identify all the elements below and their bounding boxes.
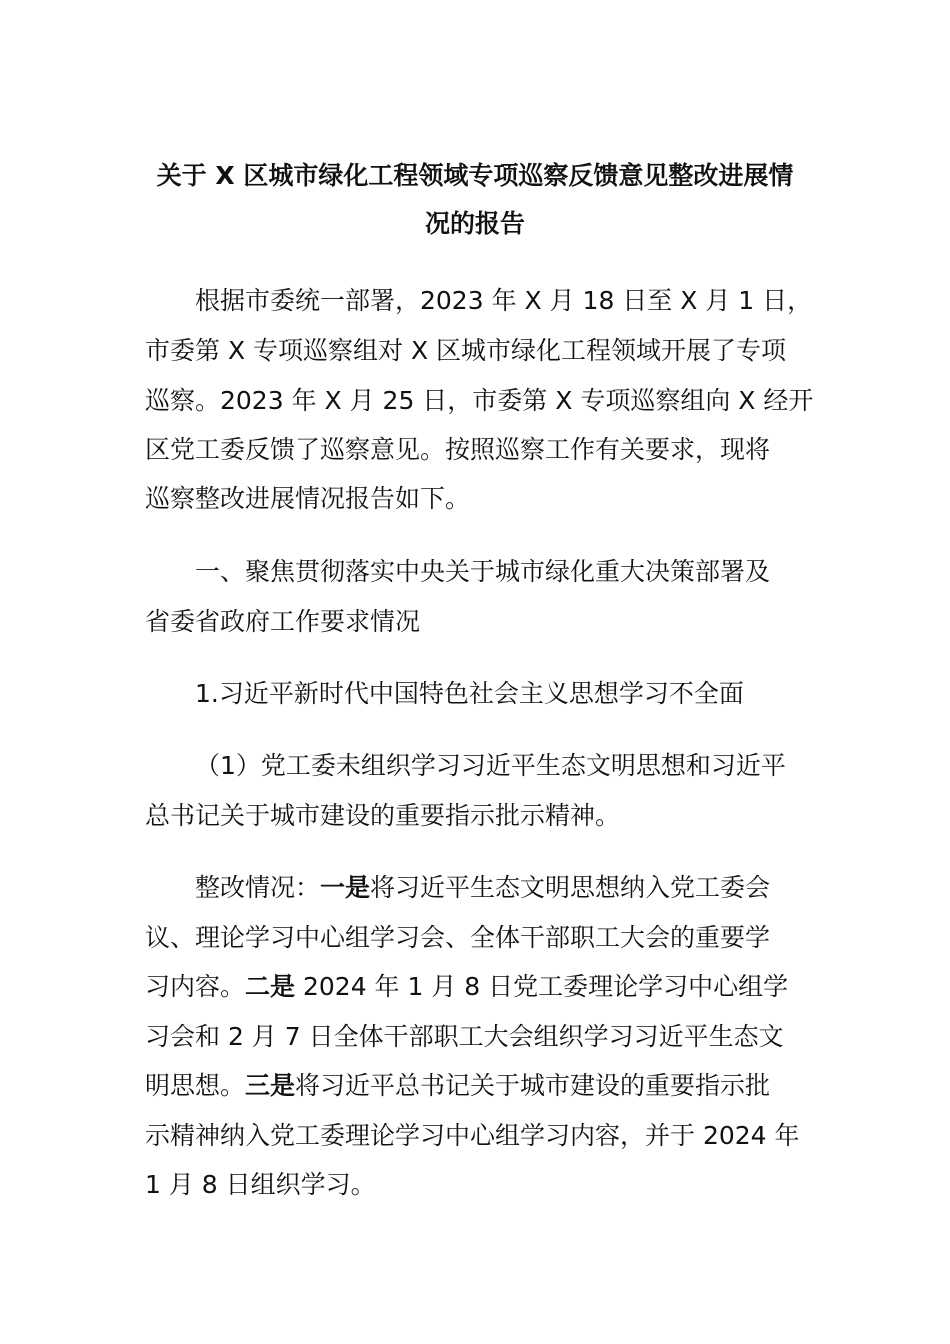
rectify-line-3-text: 2024 年 1 月 8 日党工委理论学习中心组学 — [295, 972, 789, 1001]
rectify-line-5 — [145, 1061, 770, 1110]
rectify-second-marker: 二是 — [245, 972, 296, 1001]
intro-line-2: 市委第 X 专项巡察组对 X 区城市绿化工程领域开展了专项 — [145, 336, 787, 365]
title-line-2: 况的报告 — [424, 209, 525, 238]
section-1-line-2: 省委省政府工作要求情况 — [145, 607, 421, 636]
rectify-line-3-lead: 习内容。 — [145, 972, 246, 1001]
rectify-third-marker: 三是 — [245, 1071, 296, 1100]
rectify-line-1-text: 将习近平生态文明思想纳入党工委会 — [370, 873, 771, 902]
rectify-line-5-lead: 明思想。 — [145, 1071, 246, 1100]
rectify-line-5-text: 将习近平总书记关于城市建设的重要指示批 — [295, 1071, 771, 1100]
rectify-line-2: 议、理论学习中心组学习会、全体干部职工大会的重要学 — [145, 923, 771, 952]
sub-item-1-line-2: 总书记关于城市建设的重要指示批示精神。 — [145, 801, 621, 830]
intro-line-4: 区党工委反馈了巡察意见。按照巡察工作有关要求，现将 — [145, 435, 771, 464]
title-line-1: 关于 X 区城市绿化工程领域专项巡察反馈意见整改进展情 — [156, 161, 794, 190]
intro-line-5: 巡察整改进展情况报告如下。 — [145, 484, 471, 513]
rectify-line-1 — [195, 863, 770, 912]
sub-item-1-line-1: （1）党工委未组织学习习近平生态文明思想和习近平 — [195, 751, 786, 780]
rectify-line-4: 习会和 2 月 7 日全体干部职工大会组织学习习近平生态文 — [145, 1022, 784, 1051]
rectify-line-7: 1 月 8 日组织学习。 — [145, 1170, 376, 1199]
rectify-line-6: 示精神纳入党工委理论学习中心组学习内容，并于 2024 年 — [145, 1121, 800, 1150]
rectify-line-3 — [145, 962, 788, 1011]
rectify-first-marker: 一是 — [320, 873, 371, 902]
intro-line-1: 根据市委统一部署，2023 年 X 月 18 日至 X 月 1 日， — [195, 286, 813, 315]
document-title — [120, 152, 830, 248]
section-1-line-1: 一、聚焦贯彻落实中央关于城市绿化重大决策部署及 — [195, 557, 771, 586]
rectify-label: 整改情况： — [195, 873, 321, 902]
intro-line-3: 巡察。2023 年 X 月 25 日，市委第 X 专项巡察组向 X 经开 — [145, 386, 814, 415]
item-heading-1: 1.习近平新时代中国特色社会主义思想学习不全面 — [195, 679, 744, 708]
